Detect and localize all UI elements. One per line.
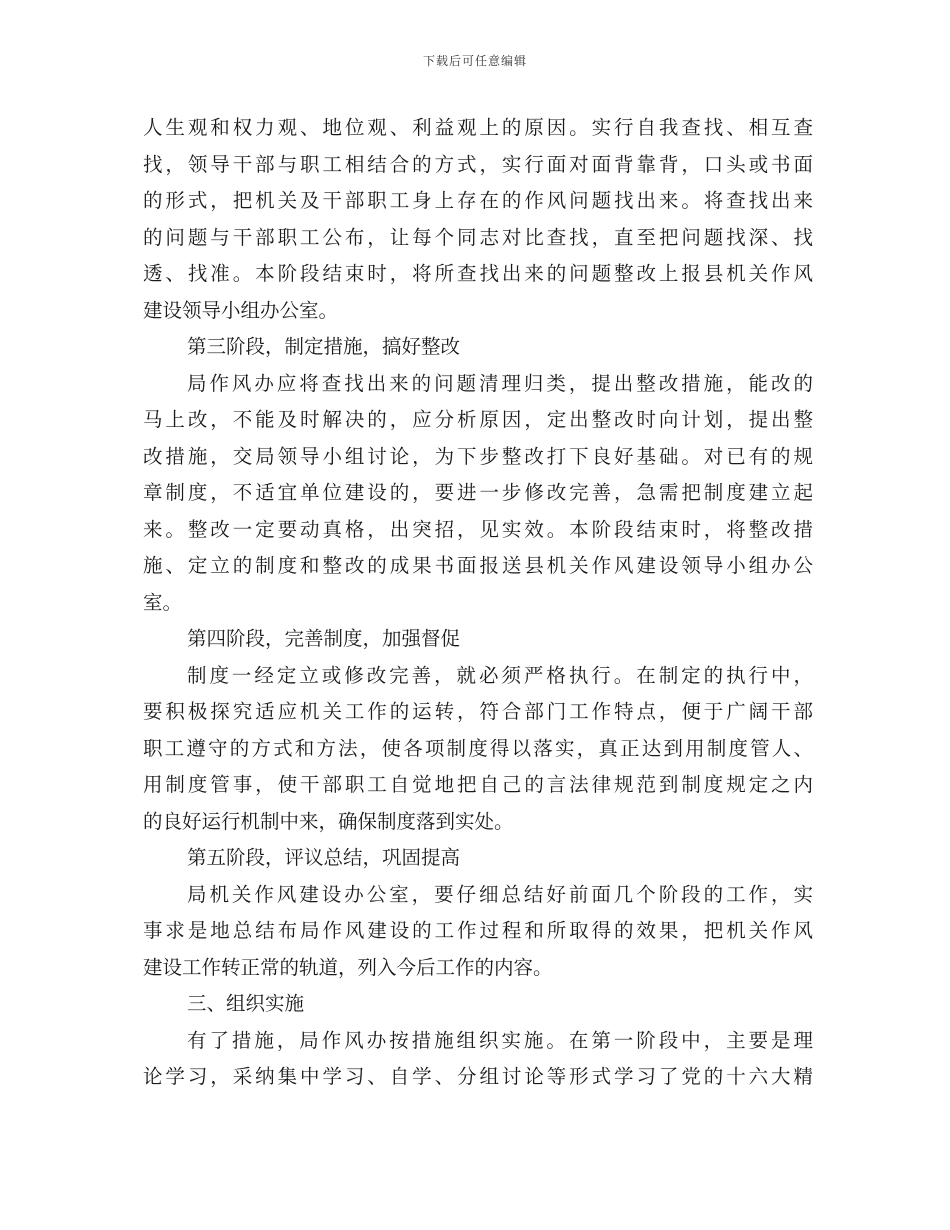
text-line: 局作风办应将查找出来的问题清理归类，提出整改措施，能改的 (187, 371, 813, 395)
text-line: 的形式，把机关及干部职工身上存在的作风问题找出来。将查找出来 (143, 189, 813, 212)
text-line: 改措施，交局领导小组讨论，为下步整改打下良好基础。对已有的规 (143, 444, 813, 468)
text-line: 第五阶段，评议总结，巩固提高 (187, 846, 461, 869)
text-line: 要积极探究适应机关工作的运转，符合部门工作特点，便于广阔干部 (143, 700, 813, 723)
text-line: 制度一经定立或修改完善，就必须严格执行。在制定的执行中， (187, 663, 813, 687)
text-line: 透、找准。本阶段结束时，将所查找出来的问题整改上报县机关作风 (143, 262, 813, 285)
text-line: 建设领导小组办公室。 (143, 298, 339, 322)
text-line: 职工遵守的方式和方法，使各项制度得以落实，真正达到用制度管人、 (143, 736, 813, 760)
text-line: 找，领导干部与职工相结合的方式，实行面对面背靠背，口头或书面 (143, 152, 813, 176)
text-line: 施、定立的制度和整改的成果书面报送县机关作风建设领导小组办公 (143, 554, 813, 577)
text-line: 人生观和权力观、地位观、利益观上的原因。实行自我查找、相互查 (143, 116, 813, 139)
text-line: 第四阶段，完善制度，加强督促 (187, 627, 461, 650)
text-line: 三、组织实施 (187, 992, 305, 1015)
text-line: 局机关作风建设办公室，要仔细总结好前面几个阶段的工作，实 (187, 882, 813, 906)
text-line: 马上改，不能及时解决的，应分析原因，定出整改时向计划，提出整 (143, 408, 813, 431)
text-line: 室。 (143, 590, 183, 614)
text-line: 有了措施，局作风办按措施组织实施。在第一阶段中，主要是理 (187, 1028, 813, 1052)
document-body (143, 110, 813, 1096)
text-line: 用制度管事，使干部职工自觉地把自己的言法律规范到制度规定之内 (143, 773, 813, 796)
text-line: 章制度，不适宜单位建设的，要进一步修改完善，急需把制度建立起 (143, 481, 813, 504)
text-line: 的良好运行机制中来，确保制度落到实处。 (143, 809, 514, 833)
text-line: 建设工作转正常的轨道，列入今后工作的内容。 (143, 955, 553, 979)
text-line: 事求是地总结布局作风建设的工作过程和所取得的效果，把机关作风 (143, 919, 813, 942)
text-line: 的问题与干部职工公布，让每个同志对比查找，直至把问题找深、找 (143, 225, 813, 249)
text-line: 来。整改一定要动真格，出突招，见实效。本阶段结束时，将整改措 (143, 517, 813, 541)
text-line: 论学习，采纳集中学习、自学、分组讨论等形式学习了党的十六大精 (143, 1065, 813, 1088)
page-header: 下载后可任意编辑 (422, 54, 527, 68)
text-line: 第三阶段，制定措施，搞好整改 (187, 335, 461, 358)
